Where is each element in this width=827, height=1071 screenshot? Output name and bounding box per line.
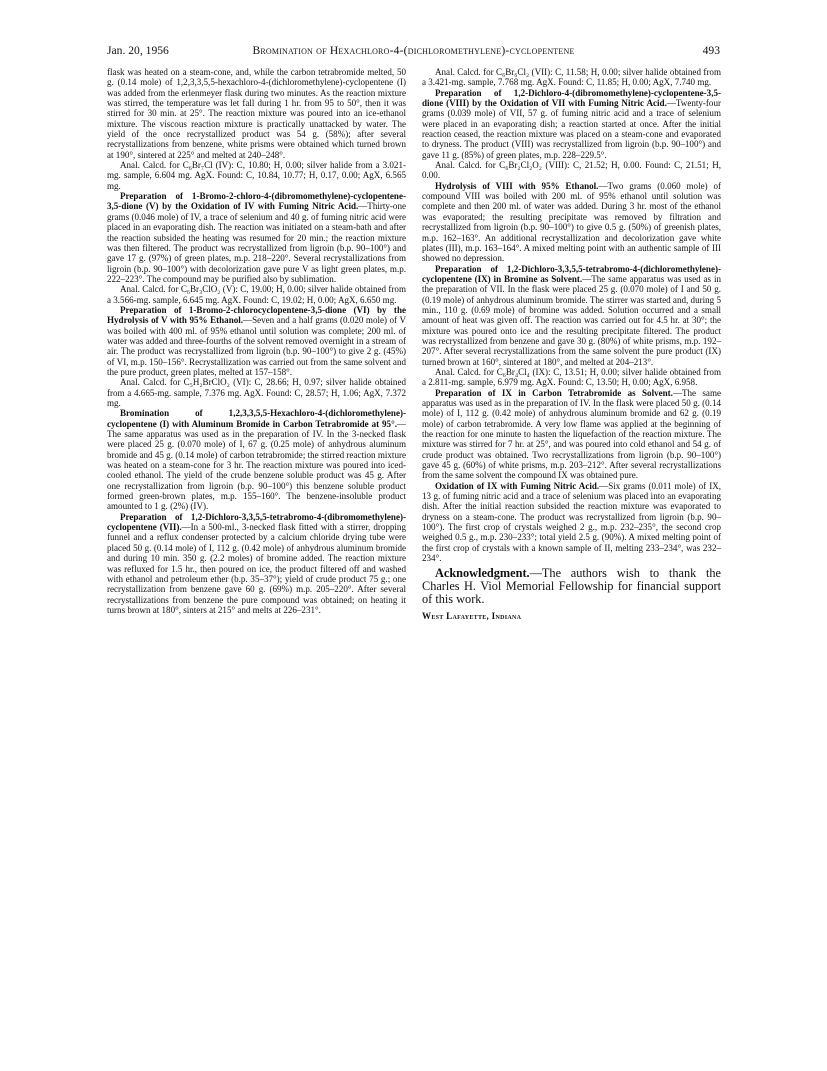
analysis-paragraph: Anal. Calcd. for C₅H₂BrClO₂ (VI): C, 28.66; H, 0.97; silver halide obtained from a 4.665-mg. sample, 7.376 mg. AgX. Found: C, 28.57; H, 1.06; AgX, 7.372 mg. xyxy=(107,377,406,408)
acknowledgment: Acknowledgment.—The authors wish to thank the Charles H. Viol Memorial Fellowship for financial support of this work. xyxy=(422,565,721,607)
analysis-paragraph: Anal. Calcd. for C₆Br₃ClO₂ (V): C, 19.00; H, 0.00; silver halide obtained from a 3.566-mg. sample, 6.645 mg. AgX. Found: C, 19.02; H, 0.00; AgX, 6.650 mg. xyxy=(107,284,406,305)
paragraph: flask was heated on a steam-cone, and, while the carbon tetrabromide melted, 50 g. (0.14 mole) of 1,2,3,3,5,5-hexachloro-4-(dichloromethylene)-cyclopentene (I) was added from the erlenmeyer flask during two minutes. As the reaction mixture was stirred, the temperature was let fall during 1 hr. from 95 to 50°, then it was stirred for 30 min. at 25°. The reaction mixture was poured into an ice-ethanol mixture. The viscous reaction mixture is practically unattacked by water. The yield of the once recrystallized product was 54 g. (58%); after several recrystallizations from benzene, white prisms were obtained which turned brown at 190°, sintered at 225° and melted at 240–248°. xyxy=(107,67,406,160)
section-heading: Preparation of 1,2-Dichloro-3,3,5,5-tetrabromo-4-(dichloromethylene)-cyclopentene (IX) in Bromine as Solvent. xyxy=(422,263,721,284)
analysis-paragraph: Anal. Calcd. for C₆Br₆Cl₂ (VII): C, 11.58; H, 0.00; silver halide obtained from a 3.421-mg. sample, 7.768 mg. AgX. Found: C, 11.85; H, 0.00; AgX, 7.740 mg. xyxy=(422,67,721,88)
section-heading: Preparation of IX in Carbon Tetrabromide as Solvent. xyxy=(435,387,673,398)
section-paragraph: Preparation of 1-Bromo-2-chlorocyclopentene-3,5-dione (VI) by the Hydrolysis of V with 95% Ethanol.—Seven and a half grams (0.020 mole) of V was boiled with 400 ml. of 95% ethanol until solution was complete; 200 ml. of water was added and three-fourths of the solvent removed overnight in a stream of air. The product was recrystallized from ligroin (b.p. 90–100°) to give 2 g. (45%) of VI, m.p. 150–156°. Recrystallization was carried out from the same solvent and the pure product, green plates, melted at 157–158°. xyxy=(107,304,406,377)
header-date: Jan. 20, 1956 xyxy=(107,44,169,57)
section-heading: Preparation of 1,2-Dichloro-3,3,5,5-tetrabromo-4-(dibromomethylene)-cyclopentene (VII). xyxy=(107,511,406,533)
affiliation: West Lafayette, Indiana xyxy=(422,610,522,621)
section-heading: Preparation of 1,2-Dichloro-4-(dibromomethylene)-cyclopentene-3,5-dione (VIII) by the Oxidation of VII with Fuming Nitric Acid. xyxy=(422,87,721,109)
section-heading: Bromination of 1,2,3,3,5,5-Hexachloro-4-(dichloromethylene)-cyclopentene (I) with Aluminum Bromide in Carbon Tetrabromide at 95°. xyxy=(107,408,406,429)
right-column xyxy=(422,67,721,621)
left-column xyxy=(107,67,406,615)
analysis-paragraph: Anal. Calcd. for C₆Br₂Cl₂O₂ (VIII): C, 21.52; H, 0.00. Found: C, 21.51; H, 0.00. xyxy=(422,160,721,181)
page-number: 493 xyxy=(702,44,720,57)
analysis-paragraph: Anal. Calcd. for C₆Br₇Cl (IV): C, 10.80; H, 0.00; silver halide from a 3.021-mg. sample, 6.604 mg. AgX. Found: C, 10.84, 10.77; H, 0.17, 0.00; AgX, 6.565 mg. xyxy=(107,160,406,191)
acknowledgment-heading: Acknowledgment. xyxy=(435,565,530,580)
section-heading: Oxidation of IX with Fuming Nitric Acid. xyxy=(435,480,600,491)
section-paragraph: Hydrolysis of VIII with 95% Ethanol.—Two grams (0.060 mole) of compound VIII was boiled with 200 ml. of 95% ethanol until solution was complete and then 200 ml. of water was added. During 3 hr. most of the ethanol was evaporated; the resulting precipitate was removed by filtration and recrystallized from ligroin (b.p. 90–100°) to give 0.5 g. (50%) of greenish plates, m.p. 162–163°. An additional recrystallization and decolorization gave white plates (III), m.p. 163–164°. A mixed melting point with an authentic sample of III showed no depression. xyxy=(422,180,722,264)
analysis-paragraph: Anal. Calcd. for C₆Br₄Cl₄ (IX): C, 13.51; H, 0.00; silver halide obtained from a 2.811-mg. sample, 6.979 mg. AgX. Found: C, 13.50; H, 0.00; AgX, 6.958. xyxy=(422,366,721,388)
section-paragraph: Preparation of 1,2-Dichloro-3,3,5,5-tetrabromo-4-(dibromomethylene)-cyclopentene (VII).—In a 500-ml., 3-necked flask fitted with a stirrer, dropping funnel and a reflux condenser protected by a calcium chloride drying tube were placed 50 g. (0.14 mole) of I, 112 g. (0.42 mole) of anhydrous aluminum bromide and during 10 min. 350 g. (2.2 moles) of bromine added. The reaction mixture was refluxed for 1.5 hr., then poured on ice, the product filtered off and washed with ethanol and petroleum ether (b.p. 35–37°); yield of crude product 75 g.; one recrystallization from benzene gave 60 g. (69%) m.p. 205–220°. After several recrystallizations from benzene the pure compound was obtained; on heating it turns brown at 180°, sinters at 215° and melts at 226–231°. xyxy=(107,511,406,615)
section-paragraph: Preparation of 1-Bromo-2-chloro-4-(dibromomethylene)-cyclopentene-3,5-dione (V) by the Oxidation of IV with Fuming Nitric Acid.—Thirty-one grams (0.046 mole) of IV, a trace of selenium and 40 g. of fuming nitric acid were placed in an evaporating dish. The reaction was initiated on a steam-bath and after the reaction subsided the heating was resumed for 20 min.; the reaction mixture was then filtered. The product was recrystallized from ligroin (b.p. 90–100°) and gave 17 g. (97%) of green plates, m.p. 218–220°. Several recrystallizations from ligroin (b.p. 90–100°) with decolorization gave pure V as light green plates, m.p. 222–223°. The compound may be purified also by sublimation. xyxy=(107,191,406,284)
section-paragraph: Oxidation of IX with Fuming Nitric Acid.—Six grams (0.011 mole) of IX, 13 g. of fuming nitric acid and a trace of selenium was placed into an evaporating dish. After the initial reaction subsided the reaction mixture was evaporated to dryness on a steam-cone. The product was recrystallized from ligroin (b.p. 90–100°). The first crop of crystals weighed 2 g., m.p. 232–235°, the second crop weighed 0.5 g., m.p. 230–233°; total yield 2.5 g. (90%). A mixed melting point of the first crop of crystals with a known sample of II, melting 233–234°, was 232–234°. xyxy=(422,480,721,564)
header-title: Bromination of Hexachloro-4-(dichloromethylene)-cyclopentene xyxy=(252,44,575,57)
section-heading: Preparation of 1-Bromo-2-chlorocyclopentene-3,5-dione (VI) by the Hydrolysis of V with 95% Ethanol. xyxy=(107,304,406,326)
section-paragraph: Preparation of 1,2-Dichloro-4-(dibromomethylene)-cyclopentene-3,5-dione (VIII) by the Oxidation of VII with Fuming Nitric Acid.—Twenty-four grams (0.039 mole) of VII, 57 g. of fuming nitric acid and a trace of selenium were placed in an evaporating dish; a reaction started at once. After the initial reaction ceased, the reaction mixture was placed on a steam-cone and evaporated to dryness. The product (VIII) was recrystallized from ligroin (b.p. 90–100°) and gave 11 g. (85%) of green plates, m.p. 228–229.5°. xyxy=(422,87,721,160)
section-paragraph: Bromination of 1,2,3,3,5,5-Hexachloro-4-(dichloromethylene)-cyclopentene (I) with Aluminum Bromide in Carbon Tetrabromide at 95°.—The same apparatus was used as in the preparation of IV. In the 3-necked flask were placed 25 g. (0.070 mole) of I, 67 g. (0.25 mole) of anhydrous aluminum bromide and 45 g. (0.14 mole) of carbon tetrabromide; the stirred reaction mixture was heated on a steam-cone for 3 hr. The reaction mixture was poured into iced-cooled ethanol. The yield of the crude benzene soluble product was 45 g. After one recrystallization from ligroin (b.p. 90–100°) this benzene soluble product formed green-brown plates, m.p. 155–160°. The benzene-insoluble product amounted to 1 g. (2%) (IV). xyxy=(107,408,406,512)
running-header xyxy=(107,44,720,60)
section-paragraph: Preparation of 1,2-Dichloro-3,3,5,5-tetrabromo-4-(dichloromethylene)-cyclopentene (IX) in Bromine as Solvent.—The same apparatus was used as in the preparation of VII. In the flask were placed 25 g. (0.070 mole) of I and 50 g. (0.19 mole) of anhydrous aluminum bromide. The stirrer was started and, during 5 min., 110 g. (0.69 mole) of bromine was added. Solution occurred and a small amount of heat was given off. The reaction was carried out for 4.5 hr. at 30°; the mixture was poured onto ice and the resulting precipitate filtered. The product was recrystallized from benzene and gave 30 g. (80%) of white prisms, m.p. 192–207°. After several recrystallizations from the same solvent the pure product (IX) turned brown at 160°, sintered at 180°, and melted at 204–213°. xyxy=(422,263,721,367)
section-paragraph: Preparation of IX in Carbon Tetrabromide as Solvent.—The same apparatus was used as in the preparation of IV. In the flask were placed 50 g. (0.14 mole) of I, 112 g. (0.42 mole) of anhydrous aluminum bromide and 62 g. (0.19 mole) of carbon tetrabromide. A very low flame was applied at the beginning of the reaction for one minute to hasten the liquefaction of the reaction mixture. The mixture was stirred for 7 hr. at 25°, and was poured into cold ethanol and 54 g. of crude product was obtained. Two recrystallizations from ligroin (b.p. 90–100°) gave 45 g. (60%) of white prisms, m.p. 203–212°. After several recrystallizations from the same solvent the compound IX was obtained pure. xyxy=(422,387,721,481)
section-heading: Hydrolysis of VIII with 95% Ethanol. xyxy=(435,180,599,191)
section-heading: Preparation of 1-Bromo-2-chloro-4-(dibromomethylene)-cyclopentene-3,5-dione (V) by the Oxidation of IV with Fuming Nitric Acid. xyxy=(107,191,406,212)
